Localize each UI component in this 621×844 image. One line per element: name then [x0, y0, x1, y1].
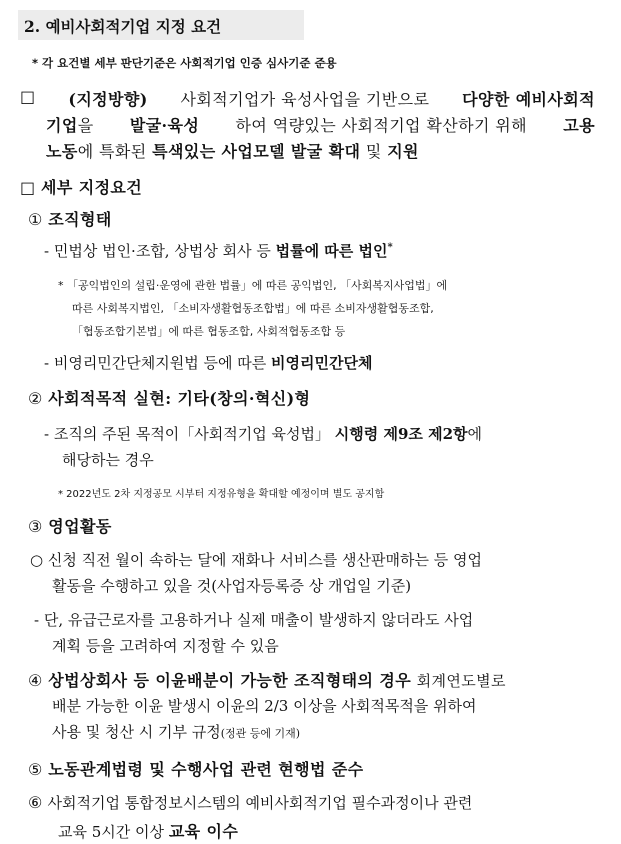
footnote-line-1: * 「공익법인의 설립·운영에 관한 법률」에 따른 공익법인, 「사회복지사업법」에 [58, 279, 448, 292]
section-6-line-1 [28, 792, 472, 813]
policy-text: 사회적기업가 육성사업을 기반으로 [180, 90, 430, 109]
section-2-line-1 [44, 423, 482, 444]
section-title: 노동관계법령 및 수행사업 관련 현행법 준수 [48, 760, 364, 779]
policy-text: 및 [365, 142, 382, 161]
policy-emphasis: 노동 [46, 142, 78, 161]
section-4-line-3 [52, 721, 300, 742]
section-6-line-2 [58, 819, 238, 842]
item-text: 회계연도별로 [416, 672, 506, 690]
section-3-line-3: - 단, 유급근로자를 고용하거나 실제 매출이 발생하지 않더라도 사업 [34, 611, 474, 629]
policy-emphasis: 다양한 예비사회적 [462, 90, 595, 109]
item-text: - 비영리민간단체지원법 등에 따른 [44, 354, 267, 372]
section-4-line-2: 배분 가능한 이윤 발생시 이윤의 2/3 이상을 사회적목적을 위하여 [52, 697, 477, 715]
item-text: 에 [467, 425, 483, 443]
footnote-marker: * [387, 242, 393, 253]
footnote-line-2: 따른 사회복지법인, 「소비자생활협동조합법」에 따른 소비자생활협동조합, [72, 302, 434, 315]
item-text: - 조직의 주된 목적이「사회적기업 육성법」 [44, 425, 330, 443]
policy-label: (지정방향) [68, 90, 148, 109]
item-text: 사회적기업 통합정보시스템의 예비사회적기업 필수과정이나 관련 [47, 794, 473, 812]
detail-heading [20, 175, 142, 198]
policy-emphasis: 고용 [563, 116, 595, 135]
section-3-line-1: ○ 신청 직전 월이 속하는 달에 재화나 서비스를 생산판매하는 등 영업 [30, 551, 483, 569]
circled-number: ⑥ [28, 793, 43, 812]
section-title: 조직형태 [48, 210, 112, 229]
policy-text: 하여 역량있는 사회적기업 확산하기 위해 [235, 116, 528, 135]
section-3-line-2: 활동을 수행하고 있을 것(사업자등록증 상 개업일 기준) [52, 577, 412, 595]
policy-emphasis: 기업 [46, 116, 78, 135]
detail-title: 세부 지정요건 [41, 178, 143, 197]
circled-number: ⑤ [28, 760, 43, 779]
policy-emphasis: 특색있는 사업모델 발굴 확대 [152, 142, 361, 161]
policy-text: 을 [77, 116, 94, 135]
section-heading: 2. 예비사회적기업 지정 요건 [24, 17, 222, 36]
section-4-line-1 [28, 668, 506, 691]
item-emphasis: 시행령 제9조 제2항 [334, 425, 468, 443]
circled-number: ③ [28, 517, 43, 536]
circled-number: ① [28, 210, 43, 229]
checkbox-icon: □ [20, 178, 36, 197]
circled-number: ② [28, 389, 43, 408]
item-emphasis: 상법상회사 등 이윤배분이 가능한 조직형태의 경우 [48, 671, 412, 690]
section-title: 사회적목적 실현: 기타(창의·혁신)형 [48, 389, 311, 408]
checkbox-icon: □ [20, 87, 36, 106]
circled-number: ④ [28, 671, 43, 690]
item-emphasis: 교육 이수 [168, 822, 239, 841]
section-3-heading [28, 514, 112, 537]
section-5-heading [28, 757, 364, 780]
section-2-heading [28, 386, 310, 409]
item-text: 사용 및 청산 시 기부 규정 [52, 723, 221, 741]
section-2-line-2: 해당하는 경우 [62, 451, 154, 469]
section-1-item-2 [44, 352, 372, 373]
policy-line-3 [46, 139, 419, 162]
policy-emphasis: 발굴·육성 [129, 116, 200, 135]
section-2-note: * 2022년도 2차 지정공모 시부터 지정유형을 확대할 예정이며 별도 공지함 [58, 489, 385, 500]
section-3-line-4: 계획 등을 고려하여 지정할 수 있음 [52, 637, 279, 655]
policy-text: 에 특화된 [77, 142, 147, 161]
section-1-item-1 [44, 240, 393, 261]
criteria-note: * 각 요건별 세부 판단기준은 사회적기업 인증 심사기준 준용 [32, 56, 337, 70]
item-note: (정관 등에 기재) [220, 727, 301, 740]
item-text: 교육 5시간 이상 [58, 823, 165, 841]
policy-line-1 [20, 87, 595, 110]
item-emphasis: 비영리민간단체 [271, 354, 373, 372]
item-emphasis: 법률에 따른 법인 [275, 242, 388, 260]
item-text: - 민법상 법인·조합, 상법상 회사 등 [44, 242, 271, 260]
policy-line-2 [46, 113, 595, 136]
section-title: 영업활동 [48, 517, 112, 536]
section-1-heading [28, 207, 112, 230]
footnote-line-3: 「협동조합기본법」에 따른 협동조합, 사회적협동조합 등 [72, 325, 346, 338]
policy-emphasis: 지원 [387, 142, 419, 161]
